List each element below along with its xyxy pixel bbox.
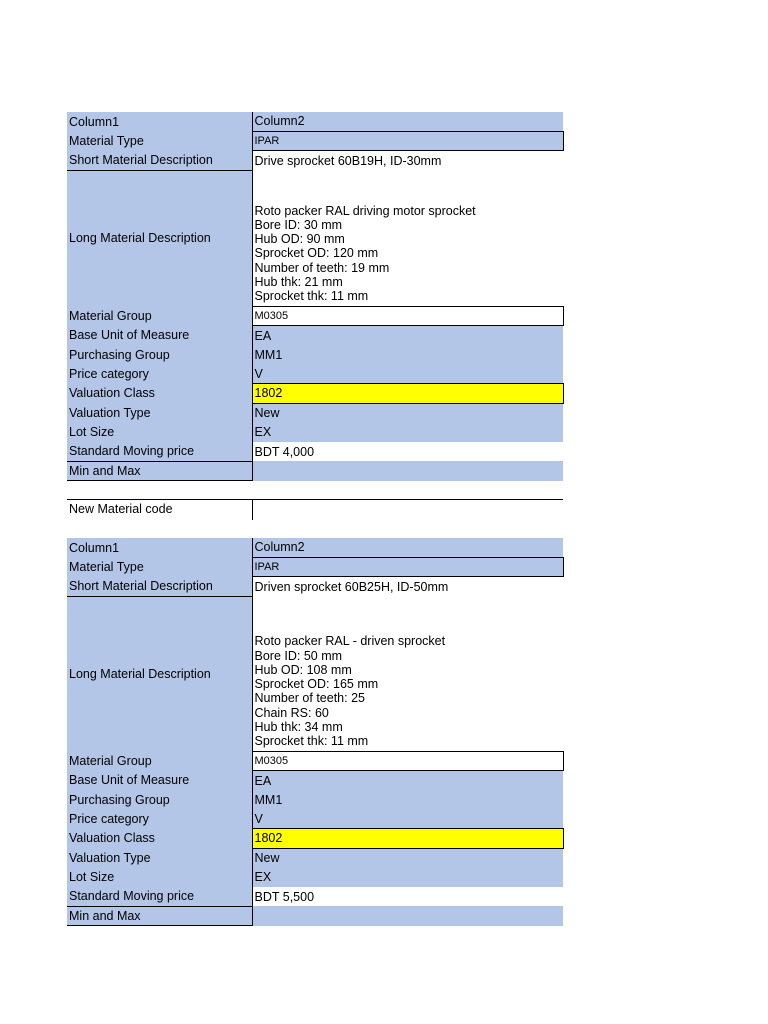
header-cell[interactable]: Column2 <box>252 112 563 131</box>
field-value[interactable]: New <box>252 403 563 422</box>
field-label[interactable]: Long Material Description <box>67 596 252 751</box>
field-value[interactable]: EA <box>252 771 563 790</box>
table-row <box>67 771 563 790</box>
field-label[interactable]: Material Type <box>67 557 252 576</box>
table-row <box>67 345 563 364</box>
field-label[interactable]: Valuation Type <box>67 848 252 867</box>
field-value[interactable]: IPAR <box>252 131 563 150</box>
table-row <box>67 809 563 828</box>
field-label[interactable]: Short Material Description <box>67 151 252 170</box>
field-value[interactable]: EX <box>252 423 563 442</box>
field-value[interactable] <box>252 906 563 925</box>
field-value[interactable]: EA <box>252 326 563 345</box>
field-value[interactable]: 1802 <box>252 829 563 848</box>
table-row <box>67 906 563 925</box>
field-value[interactable]: M0305 <box>252 306 563 325</box>
field-label[interactable]: Price category <box>67 364 252 383</box>
field-value[interactable]: 1802 <box>252 384 563 403</box>
field-value[interactable]: BDT 4,000 <box>252 442 563 461</box>
material-table-1 <box>67 112 564 481</box>
field-label[interactable]: Base Unit of Measure <box>67 326 252 345</box>
column-divider <box>252 500 253 520</box>
table-row <box>67 403 563 422</box>
table-row <box>67 306 563 325</box>
table-header-row <box>67 538 563 557</box>
new-material-code-row <box>67 499 563 520</box>
header-cell[interactable]: Column1 <box>67 538 252 557</box>
header-cell[interactable]: Column1 <box>67 112 252 131</box>
field-label[interactable]: Purchasing Group <box>67 345 252 364</box>
field-value[interactable]: V <box>252 364 563 383</box>
field-value[interactable]: MM1 <box>252 790 563 809</box>
table-row <box>67 423 563 442</box>
field-value[interactable]: Drive sprocket 60B19H, ID-30mm <box>252 151 563 170</box>
table-row <box>67 384 563 403</box>
field-value[interactable]: M0305 <box>252 751 563 770</box>
field-value[interactable]: EX <box>252 868 563 887</box>
field-label[interactable]: Base Unit of Measure <box>67 771 252 790</box>
new-material-code-label: New Material code <box>69 502 173 516</box>
table-row <box>67 577 563 596</box>
field-label[interactable]: Price category <box>67 809 252 828</box>
field-value[interactable]: IPAR <box>252 557 563 576</box>
table-row <box>67 131 563 150</box>
table-row <box>67 557 563 576</box>
table-header-row <box>67 112 563 131</box>
field-value[interactable]: New <box>252 848 563 867</box>
field-label[interactable]: Valuation Class <box>67 384 252 403</box>
field-value[interactable]: Roto packer RAL - driven sprocket Bore ID: 50 mm Hub OD: 108 mm Sprocket OD: 165 mm Number of teeth: 25 Chain RS: 60 Hub thk: 34 mm Sprocket thk: 11 mm <box>252 596 563 751</box>
field-label[interactable]: Material Type <box>67 131 252 150</box>
field-label[interactable]: Min and Max <box>67 906 252 925</box>
field-label[interactable]: Lot Size <box>67 868 252 887</box>
field-label[interactable]: Min and Max <box>67 461 252 480</box>
field-value[interactable]: BDT 5,500 <box>252 887 563 906</box>
table-row <box>67 151 563 170</box>
header-cell[interactable]: Column2 <box>252 538 563 557</box>
field-value[interactable]: V <box>252 809 563 828</box>
field-label[interactable]: Standard Moving price <box>67 442 252 461</box>
table-row <box>67 326 563 345</box>
field-label[interactable]: Long Material Description <box>67 170 252 306</box>
field-label[interactable]: Valuation Class <box>67 829 252 848</box>
field-value[interactable]: MM1 <box>252 345 563 364</box>
table-row <box>67 887 563 906</box>
field-label[interactable]: Material Group <box>67 306 252 325</box>
table-row <box>67 442 563 461</box>
field-value[interactable] <box>252 461 563 480</box>
table-row <box>67 790 563 809</box>
table-row <box>67 751 563 770</box>
table-row <box>67 461 563 480</box>
field-value[interactable]: Driven sprocket 60B25H, ID-50mm <box>252 577 563 596</box>
table-row <box>67 868 563 887</box>
field-label[interactable]: Short Material Description <box>67 577 252 596</box>
table-row <box>67 170 563 306</box>
table-row <box>67 596 563 751</box>
field-label[interactable]: Lot Size <box>67 423 252 442</box>
field-value[interactable]: Roto packer RAL driving motor sprocket Bore ID: 30 mm Hub OD: 90 mm Sprocket OD: 120 mm Number of teeth: 19 mm Hub thk: 21 mm Sprocket thk: 11 mm <box>252 170 563 306</box>
table-row <box>67 829 563 848</box>
table-row <box>67 364 563 383</box>
field-label[interactable]: Valuation Type <box>67 403 252 422</box>
table-row <box>67 848 563 867</box>
material-table-2 <box>67 538 564 926</box>
field-label[interactable]: Purchasing Group <box>67 790 252 809</box>
field-label[interactable]: Standard Moving price <box>67 887 252 906</box>
field-label[interactable]: Material Group <box>67 751 252 770</box>
